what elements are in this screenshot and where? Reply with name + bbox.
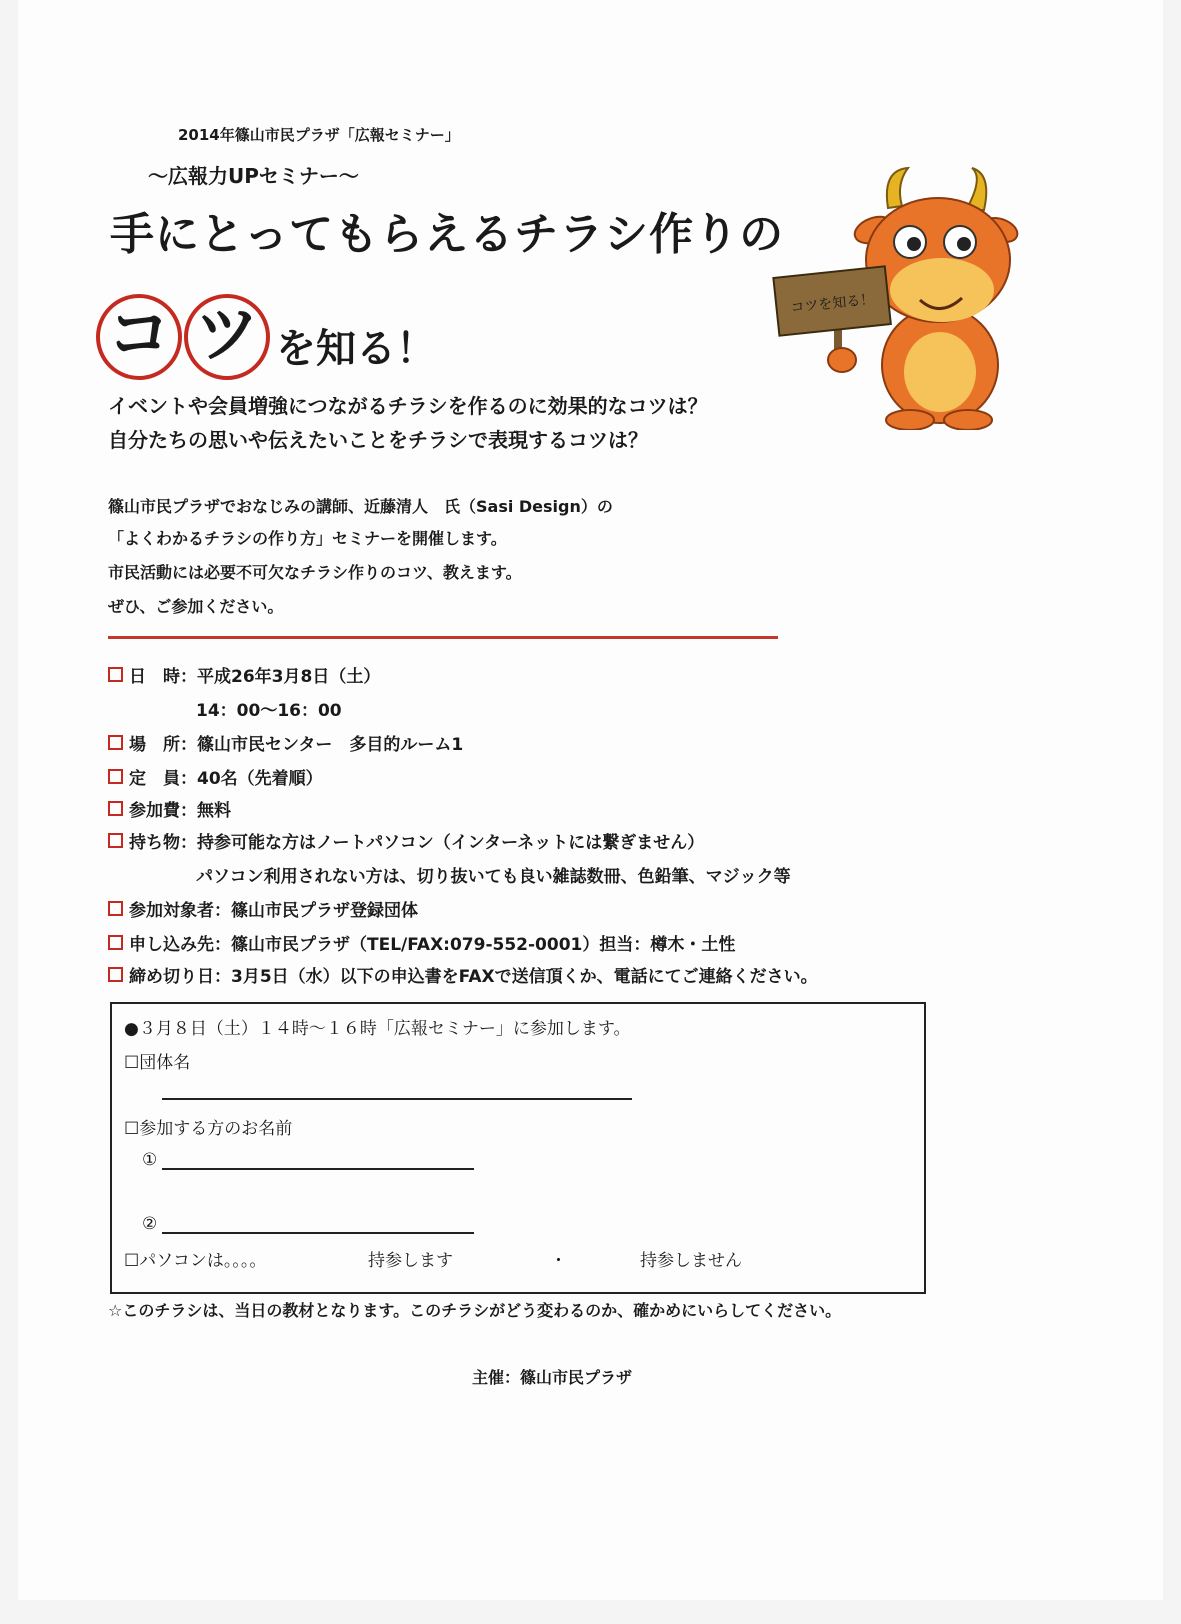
detail-capacity: 定 員：40名（先着順） (108, 764, 323, 789)
checkbox-bullet-icon (108, 935, 123, 950)
pc-label: ☐パソコンは。。。。 (124, 1251, 267, 1271)
cow-mascot-icon (770, 150, 1020, 430)
lead-line-1: イベントや会員増強につながるチラシを作るのに効果的なコツは？ (108, 394, 708, 418)
intro-line-3: 市民活動には必要不可欠なチラシ作りのコツ、教えます。 (108, 563, 522, 582)
detail-contact: 申し込み先：篠山市民プラザ（TEL/FAX:079-552-0001）担当：樽木・土性 (108, 930, 735, 955)
detail-place: 場 所：篠山市民センター 多目的ルーム1 (108, 730, 463, 755)
pc-option-bring[interactable]: 持参します (368, 1251, 453, 1271)
name-1-field[interactable] (162, 1168, 474, 1170)
checkbox-bullet-icon (108, 967, 123, 982)
name-2-marker: ② (142, 1214, 158, 1234)
detail-bring: 持ち物：持参可能な方はノートパソコン（インターネットには繋ぎません） (108, 828, 704, 853)
participant-names-label: ☐参加する方のお名前 (124, 1119, 293, 1139)
pc-option-not-bring[interactable]: 持参しません (640, 1251, 742, 1271)
kotsu-circled-char-2: ツ (184, 294, 270, 380)
mascot-sign-text: コツを知る！ (789, 291, 876, 317)
checkbox-bullet-icon (108, 735, 123, 750)
detail-bring-alt: パソコン利用されない方は、切り抜いても良い雑誌数冊、色鉛筆、マジック等 (196, 867, 791, 887)
application-form (110, 1002, 926, 1294)
detail-deadline: 締め切り日：3月5日（水）以下の申込書をFAXで送信頂くか、電話にてご連絡ください。 (108, 962, 818, 987)
intro-line-2: 「よくわかるチラシの作り方」セミナーを開催します。 (108, 529, 507, 548)
detail-target: 参加対象者：篠山市民プラザ登録団体 (108, 896, 418, 921)
checkbox-bullet-icon (108, 833, 123, 848)
form-heading: ●３月８日（土）１４時～１６時「広報セミナー」に参加します。 (124, 1019, 631, 1039)
intro-line-1: 篠山市民プラザでおなじみの講師、近藤清人 氏（Sasi Design）の (108, 497, 613, 516)
seminar-subtitle: ～広報力UPセミナー～ (148, 164, 359, 188)
group-name-field[interactable] (162, 1098, 632, 1100)
name-1-marker: ① (142, 1150, 158, 1170)
detail-fee: 参加費：無料 (108, 796, 231, 821)
detail-date: 日 時：平成26年3月8日（土） (108, 662, 380, 687)
lead-line-2: 自分たちの思いや伝えたいことをチラシで表現するコツは？ (108, 428, 648, 452)
name-2-field[interactable] (162, 1232, 474, 1234)
kotsu-headline-rest: を知る！ (276, 326, 436, 372)
kotsu-circled-char-1: コ (96, 294, 182, 380)
pc-option-separator: ・ (550, 1251, 567, 1271)
event-series-label: 2014年篠山市民プラザ「広報セミナー」 (178, 126, 460, 144)
page-title: 手にとってもらえるチラシ作りの (110, 209, 785, 260)
checkbox-bullet-icon (108, 901, 123, 916)
checkbox-bullet-icon (108, 769, 123, 784)
checkbox-bullet-icon (108, 667, 123, 682)
detail-time: 14：00～16：00 (196, 701, 342, 721)
intro-line-4: ぜひ、ご参加ください。 (108, 597, 284, 616)
organizer: 主催：篠山市民プラザ (472, 1368, 633, 1387)
group-name-label: ☐団体名 (124, 1053, 191, 1073)
checkbox-bullet-icon (108, 801, 123, 816)
section-divider (108, 636, 778, 639)
kotsu-headline (96, 290, 436, 380)
footer-note: ☆このチラシは、当日の教材となります。このチラシがどう変わるのか、確かめにいらしてください。 (108, 1301, 842, 1320)
